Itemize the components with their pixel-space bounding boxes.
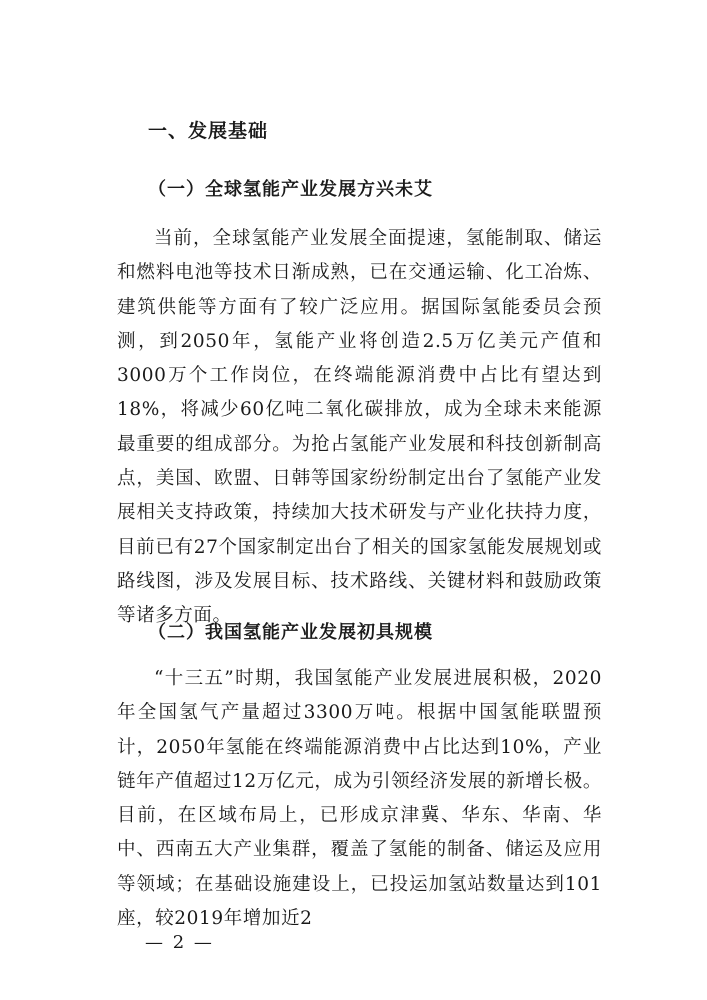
subsection-heading-global: （一）全球氢能产业发展方兴未艾 bbox=[148, 179, 433, 200]
page-number: — 2 — bbox=[145, 932, 214, 953]
paragraph-global: 当前，全球氢能产业发展全面提速，氢能制取、储运和燃料电池等技术日渐成熟，已在交通运输、化工冶炼、建筑供能等方面有了较广泛应用。据国际氢能委员会预测，到2050年，氢能产业将创造2.5万亿美元产值和3000万个工作岗位，在终端能源消费中占比有望达到18%，将减少60亿吨二氧化碳排放，成为全球未来能源最重要的组成部分。为抢占氢能产业发展和科技创新制高点，美国、欧盟、日韩等国家纷纷制定出台了氢能产业发展相关支持政策，持续加大技术研发与产业化扶持力度，目前已有27个国家制定出台了相关的国家氢能发展规划或路线图，涉及发展目标、技术路线、关键材料和鼓励政策等诸多方面。 bbox=[117, 228, 602, 627]
paragraph-china: “十三五”时期，我国氢能产业发展进展积极，2020年全国氢气产量超过3300万吨。根据中国氢能联盟预计，2050年氢能在终端能源消费中占比达到10%，产业链年产值超过12万亿元，成为引领经济发展的新增长极。目前，在区域布局上，已形成京津冀、华东、华南、华中、西南五大产业集群，覆盖了氢能的制备、储运及应用等领域；在基础设施建设上，已投运加氢站数量达到101座，较2019年增加近2 bbox=[117, 668, 602, 930]
section-heading: 一、发展基础 bbox=[148, 120, 269, 142]
subsection-heading-china: （二）我国氢能产业发展初具规模 bbox=[148, 622, 433, 643]
